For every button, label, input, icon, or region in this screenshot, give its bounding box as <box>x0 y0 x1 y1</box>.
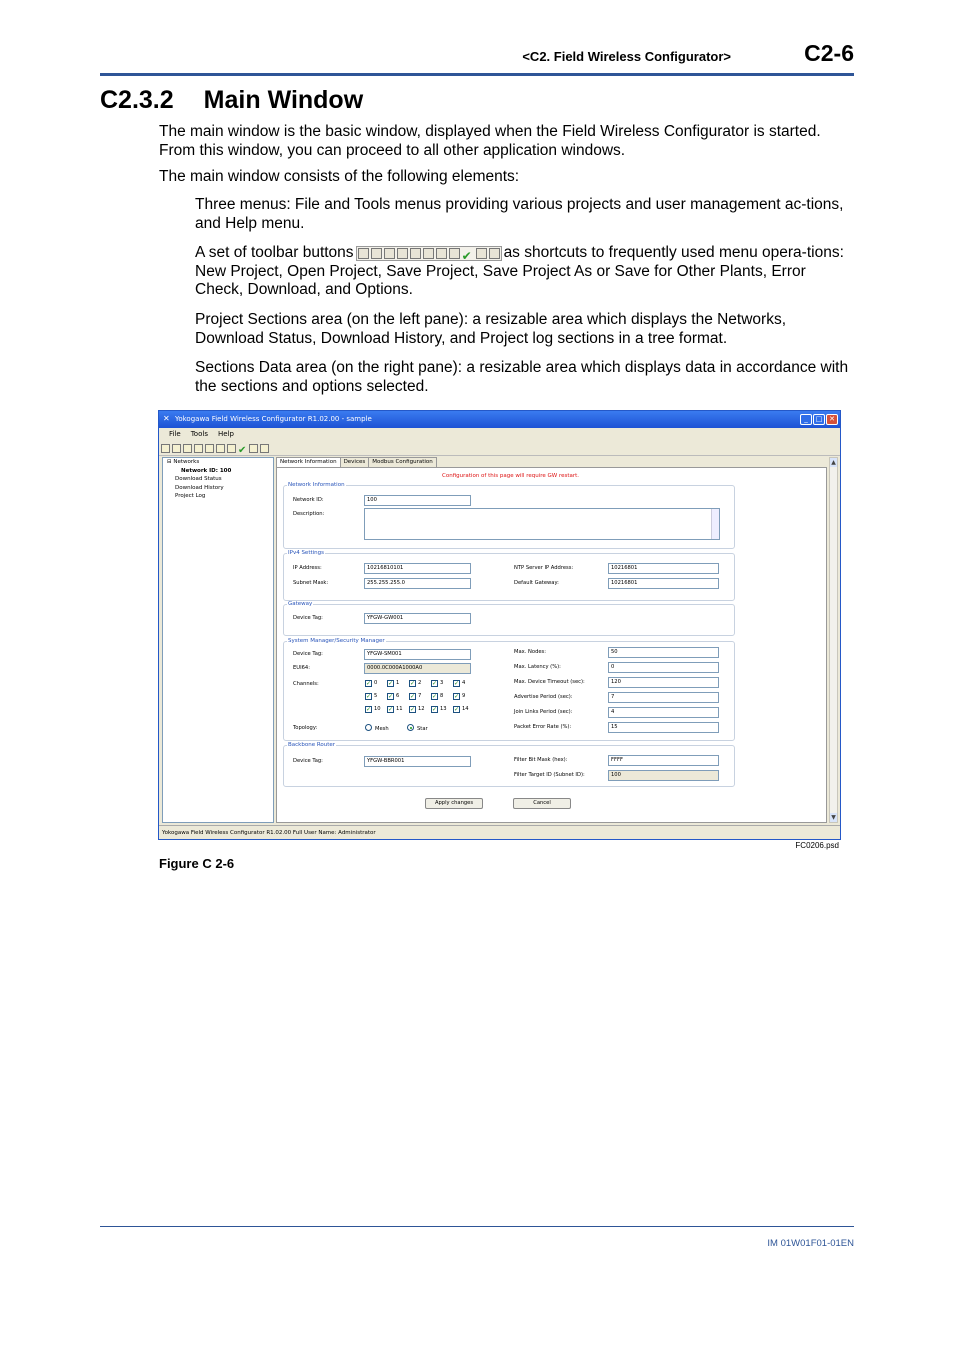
menu-file[interactable]: File <box>169 430 181 438</box>
filter-target-field: 100 <box>608 770 719 781</box>
menu-bar <box>159 428 840 441</box>
item-toolbar-pre: A set of toolbar buttons <box>195 244 354 261</box>
paragraph-intro: The main window is the basic window, displayed when the Field Wireless Configurator is started. From this window, you can proceed to all other application windows. <box>159 123 821 159</box>
footer-rule <box>100 1226 854 1227</box>
channel-5-checkbox[interactable]: ✓ 5 <box>366 693 378 700</box>
channel-14-label: 14 <box>462 706 469 712</box>
eui64-label: EUI64: <box>293 665 310 671</box>
channel-9-checkbox[interactable]: ✓ 9 <box>454 693 466 700</box>
maximize-icon[interactable]: □ <box>813 414 825 425</box>
tree-download-status[interactable]: Download Status <box>175 476 222 482</box>
cancel-button[interactable]: Cancel <box>513 798 571 809</box>
help-button[interactable] <box>260 444 269 453</box>
device-timeout-label: Max. Device Timeout (sec): <box>514 679 585 685</box>
topology-star-radio[interactable] <box>407 724 428 733</box>
channel-12-label: 12 <box>418 706 425 712</box>
toolbar <box>159 441 840 456</box>
item-project-sections: Project Sections area (on the left pane): a resizable area which displays the Networks, Download Status, Download History, and Project log sections in a tree format. <box>195 311 787 347</box>
tree-project-log[interactable]: Project Log <box>175 493 206 499</box>
save-other-button[interactable] <box>205 444 214 453</box>
join-links-label: Join Links Period (sec): <box>514 709 573 715</box>
item-menus: Three menus: File and Tools menus providing various projects and user management ac-tions, and Help menu. <box>195 196 844 232</box>
channel-3-checkbox[interactable]: ✓ 3 <box>432 680 444 687</box>
max-nodes-field[interactable]: 50 <box>608 647 719 658</box>
download-icon <box>449 248 460 259</box>
figure-filename: FC0206.psd <box>795 841 839 850</box>
save-project-button[interactable] <box>183 444 192 453</box>
subnet-mask-label: Subnet Mask: <box>293 580 329 586</box>
open-project-icon <box>371 248 382 259</box>
subnet-mask-field[interactable]: 255.255.255.0 <box>364 578 471 589</box>
packet-error-field[interactable]: 15 <box>608 722 719 733</box>
device-timeout-field[interactable]: 120 <box>608 677 719 688</box>
scroll-down-icon[interactable]: ▼ <box>831 814 836 821</box>
menu-tools[interactable]: Tools <box>190 430 208 438</box>
filter-mask-field[interactable]: FFFF <box>608 755 719 766</box>
project-sections-pane <box>162 457 274 823</box>
window-title: Yokogawa Field Wireless Configurator R1.02.00 - sample <box>175 415 372 423</box>
max-latency-field[interactable]: 0 <box>608 662 719 673</box>
figure-caption: Figure C 2-6 <box>159 856 235 871</box>
default-gateway-field[interactable]: 10216801 <box>608 578 719 589</box>
channel-14-checkbox[interactable]: ✓ 14 <box>454 706 469 713</box>
topology-mesh-radio[interactable] <box>365 724 389 733</box>
header-rule <box>100 73 854 76</box>
group-system-manager-label: System Manager/Security Manager <box>288 638 385 644</box>
channel-9-label: 9 <box>462 693 466 699</box>
app-window-screenshot <box>158 410 841 840</box>
download-button[interactable] <box>227 444 236 453</box>
disk-icon <box>423 248 434 259</box>
options-button[interactable] <box>249 444 258 453</box>
topology-label: Topology: <box>293 725 318 731</box>
item-sections-data: Sections Data area (on the right pane): a resizable area which displays data in accordance with the sections and options selected. <box>195 359 849 395</box>
tab-devices[interactable]: Devices <box>340 457 370 467</box>
join-links-field[interactable]: 4 <box>608 707 719 718</box>
max-nodes-label: Max. Nodes: <box>514 649 547 655</box>
advertise-period-field[interactable]: 7 <box>608 692 719 703</box>
app-icon: ✕ <box>163 414 170 423</box>
description-field[interactable] <box>364 508 720 540</box>
description-scrollbar[interactable] <box>711 509 719 539</box>
save-as-icon <box>397 248 408 259</box>
tree-download-history[interactable]: Download History <box>175 484 224 491</box>
item-toolbar-post: as shortcuts to frequently used menu opera-tions: New Project, Open Project, Save Project, Save Project As or Save for Other Plants, Error Check, Download, and Options. <box>195 244 844 298</box>
options-icon <box>476 248 487 259</box>
description-label: Description: <box>293 511 325 517</box>
filter-target-label: Filter Target ID (Subnet ID): <box>514 772 585 778</box>
topology-star-label: Star <box>417 726 428 732</box>
tree-network-id[interactable]: Network ID: 100 <box>181 467 232 474</box>
filter-mask-label: Filter Bit Mask (hex): <box>514 757 568 763</box>
tab-page <box>276 467 827 823</box>
group-gateway <box>283 604 735 636</box>
open-project-button[interactable] <box>172 444 181 453</box>
max-latency-label: Max. Latency (%): <box>514 664 561 670</box>
status-bar: Yokogawa Field Wireless Configurator R1.02.00 Full User Name: Administrator <box>159 825 840 839</box>
page-number: C2-6 <box>804 40 854 66</box>
channel-0-checkbox[interactable]: ✓ 0 <box>366 680 378 687</box>
gateway-tag-field[interactable]: YFGW-GW001 <box>364 613 471 624</box>
channel-1-label: 1 <box>396 680 400 686</box>
apply-changes-button[interactable]: Apply changes <box>425 798 483 809</box>
sm-tag-field[interactable]: YFGW-SM001 <box>364 649 471 660</box>
advertise-period-label: Advertise Period (sec): <box>514 694 573 700</box>
tab-network-information[interactable]: Network Information <box>276 457 341 467</box>
channel-3-label: 3 <box>440 680 444 686</box>
tab-strip <box>276 457 436 467</box>
channel-2-label: 2 <box>418 680 422 686</box>
eui64-field: 0000.0C000A1000A0 <box>364 663 471 674</box>
group-ipv4-label: IPv4 Settings <box>288 550 324 556</box>
restart-notice: Configuration of this page will require GW restart. <box>442 473 580 479</box>
right-pane-scrollbar[interactable] <box>829 457 838 823</box>
channel-13-checkbox[interactable]: ✓ 13 <box>432 706 447 713</box>
new-project-icon <box>358 248 369 259</box>
channel-6-label: 6 <box>396 693 400 699</box>
group-ipv4 <box>283 553 735 601</box>
channel-7-label: 7 <box>418 693 422 699</box>
bbr-tag-label: Device Tag: <box>293 758 323 764</box>
check-button[interactable]: ✔ <box>238 445 247 456</box>
document-id: IM 01W01F01-01EN <box>767 1238 854 1249</box>
channel-5-label: 5 <box>374 693 378 699</box>
section-number: C2.3.2 <box>100 86 174 114</box>
channel-6-checkbox[interactable]: ✓ 6 <box>388 693 400 700</box>
default-gateway-label: Default Gateway: <box>514 580 559 586</box>
error-check-button[interactable] <box>216 444 225 453</box>
channel-12-checkbox[interactable]: ✓ 12 <box>410 706 425 713</box>
channel-11-label: 11 <box>396 706 403 712</box>
save-project-icon <box>384 248 395 259</box>
group-backbone-router-label: Backbone Router <box>288 742 336 748</box>
network-id-field[interactable]: 100 <box>364 495 471 506</box>
channels-label: Channels: <box>293 681 319 687</box>
channel-13-label: 13 <box>440 706 447 712</box>
channel-1-checkbox[interactable]: ✓ 1 <box>388 680 400 687</box>
ip-address-field[interactable]: 10216810101 <box>364 563 471 574</box>
save-other-plants-icon <box>410 248 421 259</box>
scroll-up-icon[interactable]: ▲ <box>831 459 836 466</box>
group-network-information-label: Network Information <box>288 482 345 488</box>
gateway-tag-label: Device Tag: <box>293 615 323 621</box>
channel-8-label: 8 <box>440 693 444 699</box>
group-gateway-label: Gateway <box>288 601 313 607</box>
sections-data-pane <box>276 457 838 823</box>
channel-2-checkbox[interactable]: ✓ 2 <box>410 680 422 687</box>
channel-8-checkbox[interactable]: ✓ 8 <box>432 693 444 700</box>
ip-address-label: IP Address: <box>293 565 322 571</box>
channel-11-checkbox[interactable]: ✓ 11 <box>388 706 403 713</box>
channel-7-checkbox[interactable]: ✓ 7 <box>410 693 422 700</box>
checkmark-icon: ✔ <box>461 249 472 263</box>
window-titlebar <box>159 411 840 428</box>
channel-10-checkbox[interactable]: ✓ 10 <box>366 706 381 713</box>
help-icon <box>489 248 500 259</box>
new-project-button[interactable] <box>161 444 170 453</box>
toolbar-icons-inline <box>356 246 502 261</box>
channel-10-label: 10 <box>374 706 381 712</box>
chapter-header: <C2. Field Wireless Configurator> <box>522 49 731 64</box>
ntp-label: NTP Server IP Address: <box>514 565 574 571</box>
item-toolbar <box>195 244 855 300</box>
sm-tag-label: Device Tag: <box>293 651 323 657</box>
menu-help[interactable]: Help <box>217 430 234 438</box>
tab-modbus-configuration[interactable]: Modbus Configuration <box>368 457 437 467</box>
channel-0-label: 0 <box>374 680 378 686</box>
channel-4-checkbox[interactable]: ✓ 4 <box>454 680 466 687</box>
save-as-button[interactable] <box>194 444 203 453</box>
error-check-icon <box>436 248 447 259</box>
minimize-icon[interactable]: _ <box>800 414 812 425</box>
close-icon[interactable]: ✕ <box>826 414 838 425</box>
paragraph-elements: The main window consists of the following elements: <box>159 168 520 185</box>
bbr-tag-field[interactable]: YFGW-BBR001 <box>364 756 471 767</box>
tree-networks-label: Networks <box>173 459 200 465</box>
packet-error-label: Packet Error Rate (%): <box>514 724 572 730</box>
tree-networks[interactable]: ⊟ Networks <box>167 459 200 465</box>
ntp-field[interactable]: 10216801 <box>608 563 719 574</box>
topology-mesh-label: Mesh <box>375 726 389 732</box>
section-heading <box>100 86 363 115</box>
channel-4-label: 4 <box>462 680 466 686</box>
network-id-label: Network ID: <box>293 497 324 503</box>
section-title: Main Window <box>203 86 364 114</box>
